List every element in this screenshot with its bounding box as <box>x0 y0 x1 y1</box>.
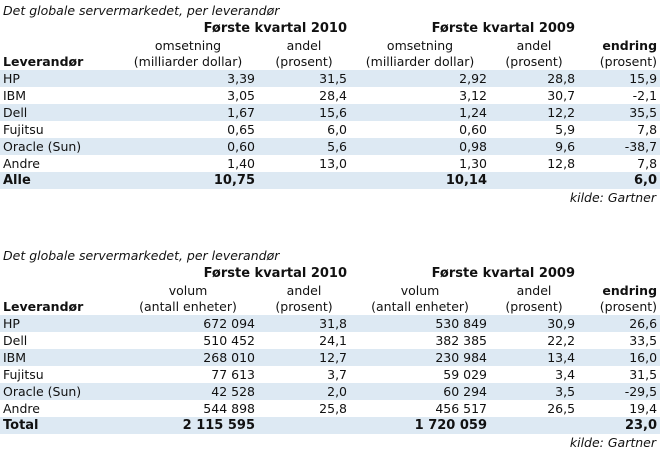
share-2009-cell: 22,2 <box>547 333 576 348</box>
value-2009-cell: 1,30 <box>459 156 488 171</box>
col-header-value-unit-2010: (antall enheter) <box>139 299 237 314</box>
col-header-vendor: Leverandør <box>3 299 84 314</box>
share-2009-cell: 9,6 <box>555 139 576 154</box>
col-header-share-2010: andel <box>286 38 322 53</box>
table-row <box>0 155 660 172</box>
change-cell: 33,5 <box>629 333 658 348</box>
value-2010-cell: 3,39 <box>227 71 255 86</box>
col-header-vendor: Leverandør <box>3 54 84 69</box>
table-row <box>0 70 660 87</box>
table-caption: Det globale servermarkedet, per leverandør <box>3 248 280 263</box>
col-header-value-2010: volum <box>168 283 208 298</box>
col-header-share-2009: andel <box>516 283 552 298</box>
change-cell: 15,9 <box>629 71 658 86</box>
share-2009-cell: 28,8 <box>547 71 576 86</box>
group-header-row <box>0 20 660 38</box>
vendor-cell: Fujitsu <box>3 367 44 382</box>
table-row <box>0 366 660 383</box>
share-2010-cell: 12,7 <box>319 350 348 365</box>
value-2009-cell: 60 294 <box>443 384 488 399</box>
value-2009-cell: 530 849 <box>435 316 488 331</box>
change-cell: -2,1 <box>632 88 658 103</box>
table-row <box>0 383 660 400</box>
share-2009-cell: 3,4 <box>555 367 576 382</box>
value-2009-cell: 1,24 <box>459 105 488 120</box>
share-2010-cell: 5,6 <box>327 139 348 154</box>
table-caption: Det globale servermarkedet, per leverandør <box>3 3 280 18</box>
col-header-change: endring <box>602 283 658 298</box>
change-cell: 16,0 <box>629 350 658 365</box>
column-header-row-top <box>0 38 660 54</box>
total-row <box>0 417 660 434</box>
value-2010-cell: 672 094 <box>203 316 255 331</box>
col-header-value-2010: omsetning <box>154 38 222 53</box>
group-header-2010: Første kvartal 2010 <box>203 266 348 281</box>
share-2009-cell: 13,4 <box>547 350 576 365</box>
change-cell: -29,5 <box>624 384 658 399</box>
share-2009-cell: 12,2 <box>547 105 576 120</box>
table-row <box>0 87 660 104</box>
value-2010-cell: 1,67 <box>227 105 255 120</box>
vendor-cell: Andre <box>3 156 40 171</box>
volume-table-block <box>0 247 664 452</box>
vendor-cell: HP <box>3 316 20 331</box>
value-2009-cell: 0,60 <box>459 122 488 137</box>
col-header-share-2009: andel <box>516 38 552 53</box>
share-2010-cell: 15,6 <box>319 105 348 120</box>
col-header-change-unit: (prosent) <box>599 299 658 314</box>
value-2010-cell: 544 898 <box>203 401 255 416</box>
group-header-2009: Første kvartal 2009 <box>431 266 576 281</box>
share-2010-cell: 31,5 <box>319 71 348 86</box>
value-2009-cell: 230 984 <box>435 350 488 365</box>
value-2010-cell: 3,05 <box>227 88 255 103</box>
total-value-2010: 10,75 <box>213 173 255 188</box>
vendor-cell: Andre <box>3 401 40 416</box>
col-header-share-unit-2010: (prosent) <box>275 299 333 314</box>
total-value-2009: 1 720 059 <box>414 418 488 433</box>
col-header-value-2009: volum <box>400 283 440 298</box>
share-2010-cell: 25,8 <box>319 401 348 416</box>
change-cell: 7,8 <box>637 156 658 171</box>
share-2009-cell: 26,5 <box>547 401 576 416</box>
value-2009-cell: 3,12 <box>459 88 488 103</box>
change-cell: -38,7 <box>624 139 658 154</box>
col-header-value-unit-2010: (milliarder dollar) <box>133 54 243 69</box>
group-header-2009: Første kvartal 2009 <box>431 21 576 36</box>
value-2010-cell: 268 010 <box>203 350 255 365</box>
total-value-2010: 2 115 595 <box>182 418 255 433</box>
vendor-cell: Dell <box>3 105 28 120</box>
table-row <box>0 315 660 332</box>
value-2009-cell: 456 517 <box>435 401 488 416</box>
vendor-cell: IBM <box>3 350 27 365</box>
change-cell: 31,5 <box>629 367 658 382</box>
change-cell: 26,6 <box>629 316 658 331</box>
share-2010-cell: 13,0 <box>319 156 348 171</box>
change-cell: 19,4 <box>629 401 658 416</box>
table-row <box>0 400 660 417</box>
col-header-change: endring <box>602 38 658 53</box>
col-header-value-unit-2009: (antall enheter) <box>371 299 469 314</box>
table-row <box>0 104 660 121</box>
value-2010-cell: 0,65 <box>227 122 255 137</box>
vendor-cell: Fujitsu <box>3 122 44 137</box>
vendor-cell: IBM <box>3 88 27 103</box>
col-header-value-2009: omsetning <box>386 38 454 53</box>
table-row <box>0 121 660 138</box>
vendor-cell: Oracle (Sun) <box>3 139 82 154</box>
volume-table <box>0 265 660 434</box>
vendor-cell: HP <box>3 71 20 86</box>
column-header-row-bottom <box>0 299 660 315</box>
vendor-cell: Oracle (Sun) <box>3 384 82 399</box>
source-note: kilde: Gartner <box>569 190 656 205</box>
share-2009-cell: 3,5 <box>555 384 576 399</box>
group-header-row <box>0 265 660 283</box>
col-header-share-unit-2010: (prosent) <box>275 54 333 69</box>
value-2009-cell: 382 385 <box>435 333 488 348</box>
share-2010-cell: 24,1 <box>319 333 348 348</box>
total-row <box>0 172 660 189</box>
change-cell: 35,5 <box>629 105 658 120</box>
col-header-share-2010: andel <box>286 283 322 298</box>
value-2009-cell: 0,98 <box>459 139 488 154</box>
change-cell: 7,8 <box>637 122 658 137</box>
column-header-row-top <box>0 283 660 299</box>
revenue-table <box>0 20 660 189</box>
table-row <box>0 332 660 349</box>
col-header-change-unit: (prosent) <box>599 54 658 69</box>
share-2009-cell: 30,9 <box>547 316 576 331</box>
share-2009-cell: 5,9 <box>555 122 576 137</box>
vendor-cell: Dell <box>3 333 28 348</box>
total-label: Total <box>3 418 39 433</box>
value-2010-cell: 510 452 <box>203 333 255 348</box>
total-change: 23,0 <box>624 418 658 433</box>
total-change: 6,0 <box>634 173 658 188</box>
share-2009-cell: 12,8 <box>547 156 576 171</box>
value-2010-cell: 1,40 <box>227 156 255 171</box>
revenue-table-block <box>0 2 664 207</box>
value-2010-cell: 0,60 <box>227 139 255 154</box>
col-header-value-unit-2009: (milliarder dollar) <box>365 54 475 69</box>
share-2010-cell: 6,0 <box>327 122 348 137</box>
value-2010-cell: 42 528 <box>211 384 255 399</box>
group-header-2010: Første kvartal 2010 <box>203 21 348 36</box>
total-value-2009: 10,14 <box>445 173 488 188</box>
table-row <box>0 349 660 366</box>
value-2009-cell: 2,92 <box>459 71 488 86</box>
table-row <box>0 138 660 155</box>
value-2010-cell: 77 613 <box>211 367 255 382</box>
share-2010-cell: 3,7 <box>327 367 348 382</box>
share-2010-cell: 28,4 <box>319 88 348 103</box>
share-2010-cell: 31,8 <box>319 316 348 331</box>
source-note: kilde: Gartner <box>569 435 656 450</box>
col-header-share-unit-2009: (prosent) <box>505 299 563 314</box>
share-2009-cell: 30,7 <box>547 88 576 103</box>
share-2010-cell: 2,0 <box>327 384 348 399</box>
column-header-row-bottom <box>0 54 660 70</box>
total-label: Alle <box>3 173 31 188</box>
value-2009-cell: 59 029 <box>443 367 488 382</box>
col-header-share-unit-2009: (prosent) <box>505 54 563 69</box>
